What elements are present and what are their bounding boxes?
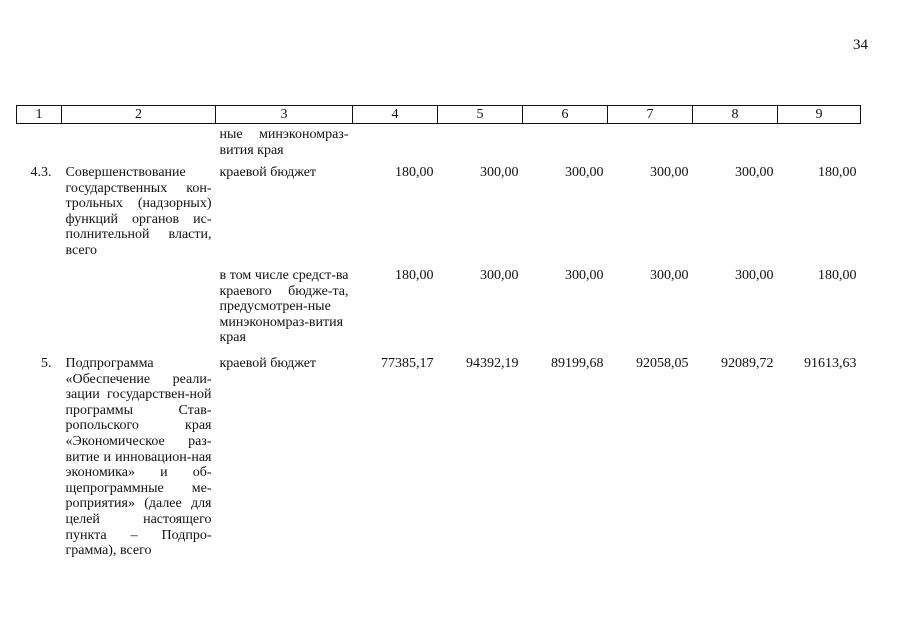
row-value	[693, 124, 778, 162]
header-cell: 7	[608, 106, 693, 124]
row-value: 180,00	[395, 165, 434, 180]
row-value: 92089,72	[721, 356, 774, 371]
row-value	[608, 124, 693, 162]
row-index	[17, 266, 62, 348]
header-cell: 2	[62, 106, 216, 124]
header-cell: 9	[778, 106, 861, 124]
row-value	[523, 124, 608, 162]
row-value: 300,00	[565, 268, 604, 283]
row-value: 300,00	[480, 268, 519, 283]
row-value: 300,00	[735, 165, 774, 180]
table-row	[17, 266, 861, 348]
row-name	[62, 124, 216, 162]
header-cell: 6	[523, 106, 608, 124]
row-value: 180,00	[818, 165, 857, 180]
row-index	[17, 124, 62, 162]
table-row	[17, 348, 861, 559]
row-value: 94392,19	[466, 356, 519, 371]
budget-table	[16, 105, 861, 559]
row-index: 4.3.	[30, 165, 52, 180]
header-cell: 4	[353, 106, 438, 124]
row-value: 300,00	[565, 165, 604, 180]
row-value: 180,00	[395, 268, 434, 283]
header-row	[17, 106, 861, 124]
row-name	[62, 266, 216, 348]
row-source: краевой бюджет	[219, 356, 317, 371]
row-value: 300,00	[650, 268, 689, 283]
row-source: краевой бюджет	[219, 165, 317, 180]
row-value: 300,00	[650, 165, 689, 180]
row-value: 89199,68	[551, 356, 604, 371]
row-value: 180,00	[818, 268, 857, 283]
row-value	[438, 124, 523, 162]
header-cell: 5	[438, 106, 523, 124]
row-source: в том числе средст-ва краевого бюдже-та, предусмотрен-ные минэкономраз-вития края	[219, 268, 349, 346]
header-cell: 3	[216, 106, 353, 124]
row-source: ные минэкономраз-вития края	[219, 127, 349, 158]
row-value: 91613,63	[804, 356, 857, 371]
page-number: 34	[853, 37, 868, 53]
header-cell: 1	[17, 106, 62, 124]
row-value: 92058,05	[636, 356, 689, 371]
row-value: 300,00	[480, 165, 519, 180]
row-name: Совершенствование государственных кон-трольных (надзорных) функций органов ис-полнительной власти, всего	[65, 165, 212, 258]
header-cell: 8	[693, 106, 778, 124]
row-value	[778, 124, 861, 162]
table-row	[17, 124, 861, 162]
row-value	[353, 124, 438, 162]
row-value: 77385,17	[381, 356, 434, 371]
row-index: 5.	[41, 356, 52, 371]
row-value: 300,00	[735, 268, 774, 283]
row-name: Подпрограмма «Обеспечение реали-зации государствен-ной программы Став-ропольского края «Экономическое раз-витие и инновацион-ная экономика» и об-щепрограммные ме-роприятия» (далее для целей настоящего пункта – Подпро-грамма), всего	[65, 356, 212, 559]
table-row	[17, 161, 861, 266]
